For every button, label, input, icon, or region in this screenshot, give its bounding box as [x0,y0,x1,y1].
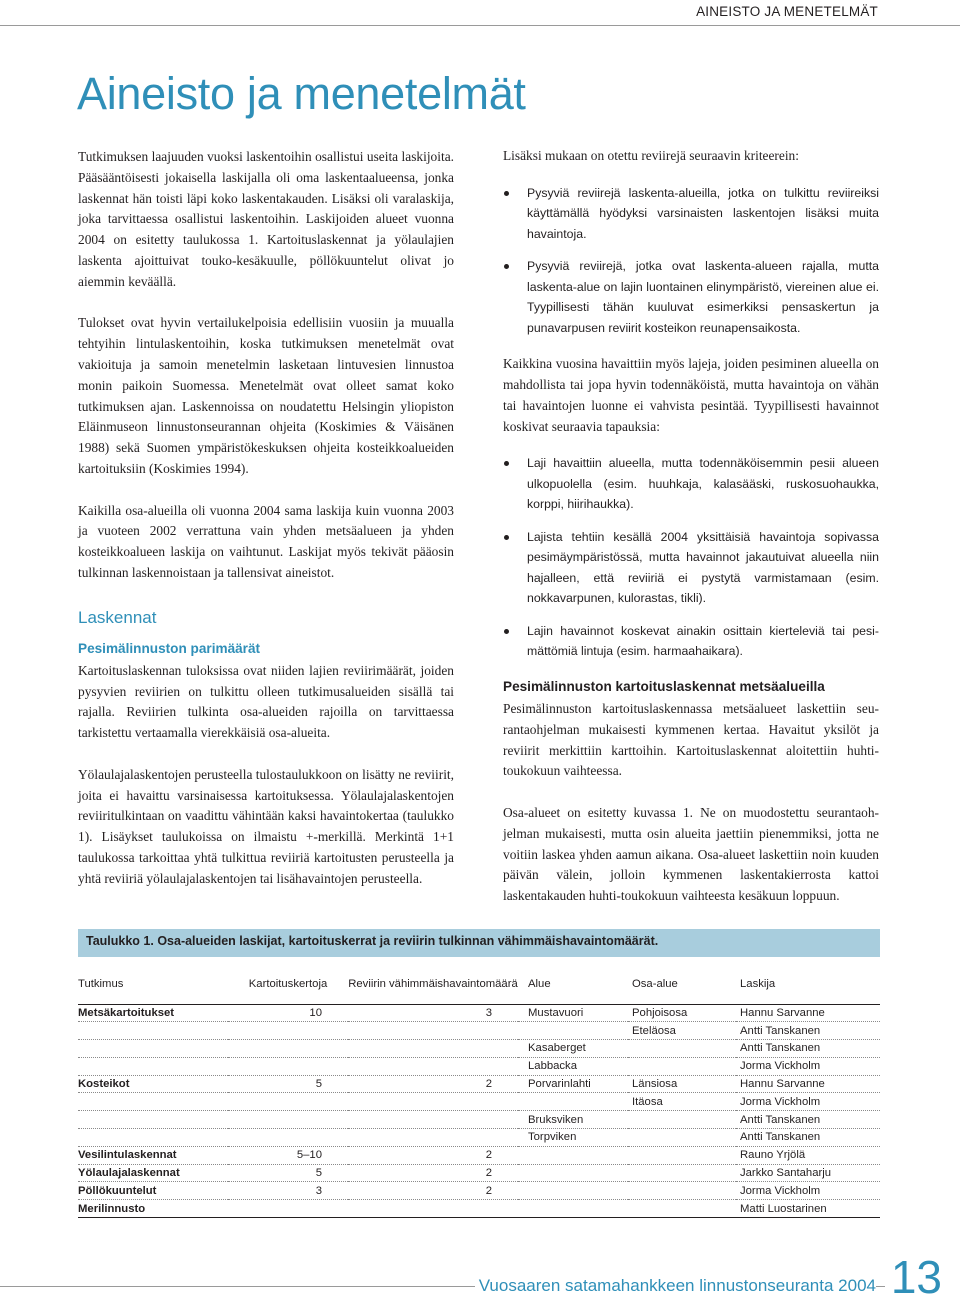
left-column [78,147,454,890]
paragraph-possible-breeders: Kaikkina vuosina havaittiin myös lajeja, joiden pesiminen alueella on mahdollista tai jopa hyvin todennäköistä, mutta havaintoja on vähän tai havaintojen luonne ei vahvista pesintää. Tyypillisesti havainnot koskivat seuraavia tapauksia: [503,356,879,434]
running-header-title: AINEISTO JA MENETELMÄT [696,4,878,19]
cell-kartoituskertoja [228,1200,348,1218]
table-row [78,1022,880,1040]
cell-kartoituskertoja: 5–10 [228,1146,348,1164]
cell-kartoituskertoja [228,1040,348,1058]
cell-laskija: Jorma Vickholm [736,1057,880,1075]
cell-alue: Labbacka [518,1057,628,1075]
cell-vahimmaishavainto [348,1093,518,1111]
cell-osa-alue [628,1111,736,1129]
cell-kartoituskertoja [228,1093,348,1111]
cell-osa-alue: Eteläosa [628,1022,736,1040]
cell-tutkimus [78,1129,228,1147]
criteria-list [503,183,879,339]
cell-vahimmaishavainto [348,1111,518,1129]
cell-vahimmaishavainto [348,1022,518,1040]
cell-tutkimus [78,1040,228,1058]
cell-kartoituskertoja: 3 [228,1182,348,1200]
list-item: Pysyviä reviirejä laskenta-alueilla, jotka on tulkittu reviireiksi käyttämällä hyödyksi varsinaisten laskentojen lisäksi muita havaintoja. [503,183,879,245]
cell-laskija: Hannu Sarvanne [736,1075,880,1093]
page-number: 13 [890,1251,942,1301]
cell-laskija: Antti Tanskanen [736,1040,880,1058]
paragraph-counters: Tutkimuksen laajuuden vuoksi laskentoihin osallistui useita laskijoita. Pääsääntöisesti jokaisella laskijalla oli oma laskentaalueensa, jonka laskennat hän toisti läpi koko laskentakauden. Lisäksi oli varalaskija, joka tarvittaessa osallistui laskentoihin. Laskijoiden alueet vuonna 2004 on esitetty taulukossa 1. Kartoituslaskennat ja yölaulajien laskenta ajoittuivat touko-kesäkuulle, pöllökuuntelut olivat jo aiemmin keväällä. [78,149,454,289]
cell-vahimmaishavainto: 2 [348,1164,518,1182]
table-row [78,1057,880,1075]
paragraph-forest-mapping: Pesimälinnuston kartoituslaskennassa metsäalueet laskettiin seurantaohjelman mukaisesti kymmenen kertaa. Havaitut yksilöt ja reviirit merkittiin karttoihin. Kartoituslaskennat aloitettiin huhtitoukokuun vaihteessa. [503,700,879,779]
cell-osa-alue [628,1129,736,1147]
cell-alue [518,1022,628,1040]
col-header-kartoituskertoja: Kartoituskertoja [228,964,348,1004]
cell-alue [518,1200,628,1218]
cell-tutkimus [78,1111,228,1129]
cell-alue [518,1164,628,1182]
cell-vahimmaishavainto: 2 [348,1146,518,1164]
cell-laskija: Hannu Sarvanne [736,1004,880,1022]
cell-osa-alue [628,1146,736,1164]
col-header-laskija: Laskija [736,964,880,1004]
cell-vahimmaishavainto [348,1057,518,1075]
cell-tutkimus [78,1093,228,1111]
cell-kartoituskertoja: 10 [228,1004,348,1022]
cell-vahimmaishavainto [348,1200,518,1218]
table-row [78,1146,880,1164]
cell-alue [518,1146,628,1164]
cell-vahimmaishavainto: 2 [348,1182,518,1200]
cell-osa-alue: Pohjoisosa [628,1004,736,1022]
cell-tutkimus: Vesilintulaskennat [78,1146,228,1164]
cell-kartoituskertoja: 5 [228,1075,348,1093]
list-item: Lajista tehtiin kesällä 2004 yksittäisiä havaintoja sopivassa pesimäympäristössä, mutta havainnot jakautuivat alueella niin hajalleen, että reviiriä ei pystytä varmistamaan (esim. nokkavarpunen, kulorastas, tikli). [503,527,879,609]
table-1 [78,929,880,1218]
cell-laskija: Jorma Vickholm [736,1093,880,1111]
subheading-parimaarat: Pesimälinnuston parimäärät [78,640,261,656]
list-item: Pysyviä reviirejä, jotka ovat laskenta-alueen rajalla, mutta laskenta-alue on lajin luontainen elinympäristö, viereinen alue ei. Tyypillisesti tähän kuuluvat esimerkiksi pensaskertun ja punavarpusen reviirit kosteikon reunapensaikosta. [503,256,879,338]
cell-laskija: Rauno Yrjölä [736,1146,880,1164]
cell-alue: Kasaberget [518,1040,628,1058]
table-row [78,1004,880,1022]
table-row [78,1200,880,1218]
cell-vahimmaishavainto: 2 [348,1075,518,1093]
cell-vahimmaishavainto: 3 [348,1004,518,1022]
cell-laskija: Antti Tanskanen [736,1129,880,1147]
list-item: Lajin havainnot koskevat ainakin osittain kierteleviä tai pesimättömiä lintuja (esim. harmaahaikara). [503,621,879,662]
section-heading-laskennat: Laskennat [78,607,157,627]
paragraph-territory-counts: Kartoituslaskennan tuloksissa ovat niiden lajien reviirimäärät, joiden pysyvien reviirien on tulkittu olleen tutkimusalueiden sisällä tai rajalla. Reviirien tulkinta osa-alueiden rajoilla on tarvittaessa tarkistettu vertaamalla vierekkäisiä osa-alueita. [78,662,454,741]
cell-alue: Mustavuori [518,1004,628,1022]
cell-tutkimus: Kosteikot [78,1075,228,1093]
cell-kartoituskertoja: 5 [228,1164,348,1182]
cell-vahimmaishavainto [348,1129,518,1147]
cell-tutkimus: Yölaulajalaskennat [78,1164,228,1182]
cell-laskija: Jarkko Santaharju [736,1164,880,1182]
col-header-alue: Alue [518,964,628,1004]
cell-tutkimus [78,1057,228,1075]
cell-tutkimus: Merilinnusto [78,1200,228,1218]
cell-osa-alue [628,1164,736,1182]
paragraph-counter-changes: Kaikilla osa-alueilla oli vuonna 2004 sama laskija kuin vuonna 2003 ja vuoteen 2002 verrattuna vain yhden metsäalueen ja yhden kosteikkoalueen laskija on vaihtunut. Laskijat myös tekivät pääosin tulkinnan laskennoistaan ja tallensivat aineistot. [78,502,454,580]
cell-kartoituskertoja [228,1057,348,1075]
footer-publication-title: Vuosaaren satamahankkeen linnustonseuranta 2004 [475,1276,876,1296]
table-row [78,1111,880,1129]
table-row [78,1182,880,1200]
counters-table [78,964,880,1218]
paragraph-criteria-intro: Lisäksi mukaan on otettu reviirejä seuraavin kriteerein: [503,148,799,163]
table-row [78,1129,880,1147]
cell-kartoituskertoja [228,1111,348,1129]
list-item: Laji havaittiin alueella, mutta todennäköisemmin pesii alueen ulkopuolella (esim. huuhkaja, kalasääski, ruskosuohaukka, korppi, hiirihaukka). [503,453,879,515]
cell-alue [518,1182,628,1200]
cell-osa-alue: Itäosa [628,1093,736,1111]
paragraph-comparability: Tulokset ovat hyvin vertailukelpoisia edellisiin vuosiin ja muualla tehtyihin lintulaskentoihin, koska tutkimuksen menetelmät ovat vakioituja ja samoin menetelmin lasketaan lintuvesien linnustoa monin paikoin Suomessa. Menetelmät ovat olleet samat koko tutkimuksen ajan. Laskennoissa on noudatettu Helsingin yliopiston Eläinmuseon linnustonseurannan ohjeita (Koskimies & Väisänen 1988) sekä Suomen ympäristökeskuksen ohjeita kosteikkoalueiden kartoituksiin (Koskimies 1994). [78,315,454,476]
table-row [78,1093,880,1111]
col-header-osa-alue: Osa-alue [628,964,736,1004]
paragraph-night-singers: Yölaulajalaskentojen perusteella tulostaulukkoon on lisätty ne reviirit, joita ei havaittu varsinaisessa kartoituksessa. Yölaulajalaskentojen reviiritulkintaan on vaadittu vähintään kaksi havaintokertaa (taulukko 1). Lisäykset taulukoissa on ilmaistu +-merkillä. Merkintä 1+1 taulukossa tarkoittaa yhtä tulkittua reviiriä kartoitusten perusteella ja yhtä reviiriä yölaulajalaskentojen tai lisähavaintojen perusteella. [78,766,454,886]
running-header [0,0,960,26]
paragraph-subareas: Osa-alueet on esitetty kuvassa 1. Ne on muodostettu seurantaohjelman mukaisesti, mutta osin alueita jaettiin pienemmiksi, jotta ne voitiin laskea yhden aamun aikana. Osa-alueet laskettiin noin kuuden päivän välein, jolloin kymmenen laskentakierrosta kattoi laskentakauden huhti-toukokuun vaihteesta kesäkuun loppuun. [503,804,879,904]
table-body [78,1004,880,1218]
cell-kartoituskertoja [228,1129,348,1147]
table-row [78,1075,880,1093]
cell-tutkimus [78,1022,228,1040]
right-column [503,146,879,907]
table-header-row [78,964,880,1004]
cell-tutkimus: Pöllökuuntelut [78,1182,228,1200]
subheading-forest-mapping: Pesimälinnuston kartoituslaskennat metsäalueilla [503,678,825,694]
cell-osa-alue [628,1182,736,1200]
cell-alue: Bruksviken [518,1111,628,1129]
cell-laskija: Matti Luostarinen [736,1200,880,1218]
cell-osa-alue: Länsiosa [628,1075,736,1093]
cell-osa-alue [628,1200,736,1218]
table-row [78,1164,880,1182]
cell-vahimmaishavainto [348,1040,518,1058]
page-title: Aineisto ja menetelmät [77,68,526,119]
cell-alue [518,1093,628,1111]
cell-osa-alue [628,1057,736,1075]
cell-laskija: Jorma Vickholm [736,1182,880,1200]
cell-osa-alue [628,1040,736,1058]
cell-alue: Torpviken [518,1129,628,1147]
cell-laskija: Antti Tanskanen [736,1022,880,1040]
col-header-reviirin: Reviirin vähimmäishavaintomäärä [348,964,518,1004]
cell-alue: Porvarinlahti [518,1075,628,1093]
cases-list [503,453,879,662]
cell-tutkimus: Metsäkartoitukset [78,1004,228,1022]
table-caption: Taulukko 1. Osa-alueiden laskijat, kartoituskerrat ja reviirin tulkinnan vähimmäishavaintomäärät. [78,929,880,957]
cell-kartoituskertoja [228,1022,348,1040]
table-row [78,1040,880,1058]
cell-laskija: Antti Tanskanen [736,1111,880,1129]
col-header-tutkimus: Tutkimus [78,964,228,1004]
